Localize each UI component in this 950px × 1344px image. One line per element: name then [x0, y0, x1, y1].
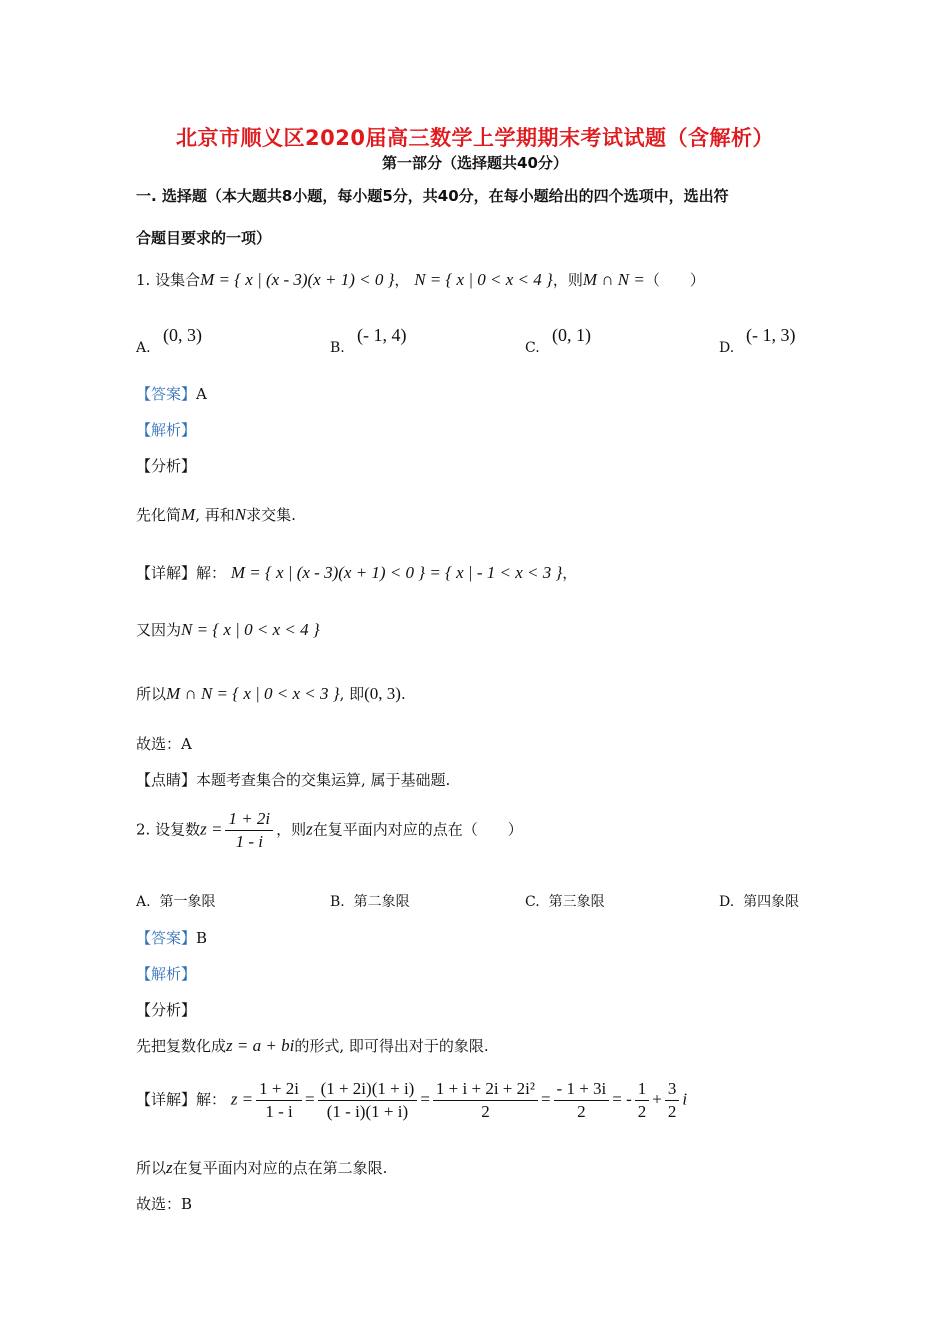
q2-eq-3: =	[540, 1089, 551, 1109]
q2-fraction-3-num: 1 + i + 2i + 2i²	[433, 1078, 538, 1101]
q2-fraction-1	[256, 1078, 302, 1123]
q1-so-mid: , 即	[339, 685, 365, 703]
q1-dianjing	[136, 770, 450, 790]
document-subtitle: 第一部分（选择题共40分）	[382, 154, 568, 172]
q2-answer	[136, 928, 207, 948]
q2-answer-tag: 【答案】	[136, 929, 197, 947]
q1-option-c-label: C.	[525, 340, 540, 356]
q1-again-expr: N = { x | 0 < x < 4 }	[181, 620, 320, 639]
q2-detail-tag: 【详解】	[136, 1090, 197, 1109]
q2-eq-2: =	[420, 1089, 430, 1109]
q1-prefix: 1. 设集合	[136, 271, 201, 289]
question-1-stem	[136, 270, 705, 290]
q2-prefix: 2. 设复数	[136, 820, 201, 839]
q2-option-d	[719, 892, 799, 912]
section-heading-line-1: 一. 选择题（本大题共8小题，每小题5分，共40分，在每小题给出的四个选项中，选出符	[136, 187, 729, 205]
q2-fraction-6-den: 2	[667, 1102, 677, 1121]
section-heading-line-2: 合题目要求的一项）	[136, 229, 272, 247]
q2-so	[136, 1158, 387, 1178]
q1-ask-expr: M ∩ N =	[582, 270, 645, 289]
q1-ask-paren: （ ）	[644, 271, 705, 289]
q2-option-c	[525, 892, 605, 912]
q2-fenxi-part-1: 先把复数化成	[136, 1037, 227, 1055]
q1-choose: 故选：A	[136, 735, 192, 753]
q1-detail-tag: 【详解】	[136, 564, 197, 582]
q2-fraction-2	[318, 1078, 418, 1123]
q2-fraction-2-den: (1 - i)(1 + i)	[326, 1102, 409, 1121]
q2-option-b-value: 第二象限	[353, 894, 410, 910]
q1-so-text: 所以	[136, 685, 167, 703]
q1-fenxi-n: N	[234, 505, 247, 524]
q1-fenxi-part-3: 求交集.	[246, 506, 296, 524]
q2-fraction-4-num: - 1 + 3i	[554, 1078, 610, 1101]
q1-so-expr: M ∩ N = { x | 0 < x < 3 }	[166, 684, 340, 703]
q1-so	[136, 684, 406, 704]
q2-fraction-2-num: (1 + 2i)(1 + i)	[318, 1078, 418, 1101]
q1-option-c-value: (0, 1)	[552, 325, 591, 345]
q1-analysis-tag: 【解析】	[136, 421, 197, 439]
q1-so-end: .	[400, 685, 406, 703]
q2-option-d-label: D.	[719, 894, 735, 910]
q2-z-lhs: z =	[200, 819, 223, 839]
q2-fraction-3-den: 2	[481, 1102, 490, 1121]
q2-answer-value: B	[196, 929, 208, 947]
q2-so-z: z	[166, 1158, 173, 1177]
q1-answer	[136, 384, 207, 404]
q1-option-b-value: (- 1, 4)	[357, 325, 407, 345]
q2-z-numerator: 1 + 2i	[225, 808, 273, 831]
q2-fraction-6	[665, 1078, 680, 1123]
q1-ask-prefix: ，则	[552, 271, 583, 289]
q2-option-a-value: 第一象限	[159, 894, 216, 910]
q2-ask-z: z	[306, 819, 313, 839]
q2-eq-1: =	[304, 1089, 315, 1109]
q1-again	[136, 620, 320, 640]
q2-analysis-tag: 【解析】	[136, 965, 197, 983]
q1-option-b-label: B.	[330, 340, 345, 356]
q2-so-part-1: 所以	[136, 1159, 167, 1177]
q1-dianjing-tag: 【点睛】	[136, 771, 197, 789]
q2-fraction-5	[635, 1078, 650, 1123]
q1-dianjing-text: 本题考查集合的交集运算, 属于基础题.	[196, 771, 451, 789]
q2-fenxi-expr: z = a + bi	[226, 1036, 295, 1055]
q2-option-b	[330, 892, 410, 912]
q1-detail-end: ，	[562, 564, 578, 582]
q1-fenxi-m: M	[181, 505, 196, 524]
q2-fraction-4-den: 2	[577, 1102, 586, 1121]
q2-option-d-value: 第四象限	[743, 894, 800, 910]
q2-fenxi-tag: 【分析】	[136, 1001, 197, 1019]
q2-z-denominator: 1 - i	[235, 832, 263, 851]
q2-option-c-label: C.	[525, 894, 540, 910]
q2-fraction-5-den: 2	[637, 1102, 647, 1121]
q2-fenxi-part-2: 的形式, 即可得出对于的象限.	[294, 1037, 489, 1055]
q2-option-a	[136, 892, 215, 912]
q2-detail-z: z =	[230, 1089, 254, 1109]
q2-z-fraction	[225, 808, 273, 853]
q1-answer-value: A	[196, 385, 207, 403]
q2-plus: +	[652, 1089, 662, 1109]
q2-detail-lead: 解：	[196, 1090, 227, 1109]
q1-option-d-label: D.	[719, 340, 735, 356]
q1-detail-lead: 解：	[196, 564, 227, 582]
q2-fraction-5-num: 1	[635, 1078, 650, 1101]
q2-imag-unit: i	[682, 1089, 688, 1109]
q1-separator: ，	[394, 271, 410, 289]
q1-so-interval: (0, 3)	[364, 684, 401, 703]
q1-fenxi-part-2: , 再和	[195, 506, 235, 524]
q1-option-a-value: (0, 3)	[163, 325, 202, 345]
q2-ask-text: 在复平面内对应的点在（ ）	[312, 820, 523, 839]
q2-so-part-2: 在复平面内对应的点在第二象限.	[172, 1159, 388, 1177]
q2-option-a-label: A.	[136, 894, 151, 910]
q2-fraction-1-num: 1 + 2i	[256, 1078, 302, 1101]
q2-fraction-1-den: 1 - i	[265, 1102, 293, 1121]
q2-option-b-label: B.	[330, 894, 345, 910]
q2-fraction-6-num: 3	[665, 1078, 680, 1101]
q2-fraction-3	[433, 1078, 538, 1123]
q1-answer-tag: 【答案】	[136, 385, 197, 403]
question-2-stem	[136, 808, 523, 853]
q1-fenxi-text	[136, 505, 296, 525]
q2-fraction-4	[554, 1078, 610, 1123]
q1-detail-expr: M = { x | (x - 3)(x + 1) < 0 } = { x | - 1 < x < 3 }	[230, 563, 563, 582]
q2-fenxi-text	[136, 1036, 489, 1056]
q2-ask-prefix: ，则	[276, 820, 307, 839]
q2-eq-neg: = -	[612, 1089, 632, 1109]
q2-choose: 故选：B	[136, 1195, 193, 1213]
q1-option-d-value: (- 1, 3)	[746, 325, 796, 345]
q1-detail	[136, 563, 577, 583]
q1-again-text: 又因为	[136, 621, 182, 639]
q1-option-a-label: A.	[136, 340, 151, 356]
q2-detail	[136, 1078, 687, 1123]
q1-fenxi-part-1: 先化简	[136, 506, 182, 524]
q1-set-n: N = { x | 0 < x < 4 }	[414, 270, 553, 289]
document-title: 北京市顺义区2020届高三数学上学期期末考试试题（含解析）	[176, 126, 774, 150]
q1-set-m: M = { x | (x - 3)(x + 1) < 0 }	[200, 270, 395, 289]
q1-fenxi-tag: 【分析】	[136, 457, 197, 475]
q2-option-c-value: 第三象限	[548, 894, 605, 910]
